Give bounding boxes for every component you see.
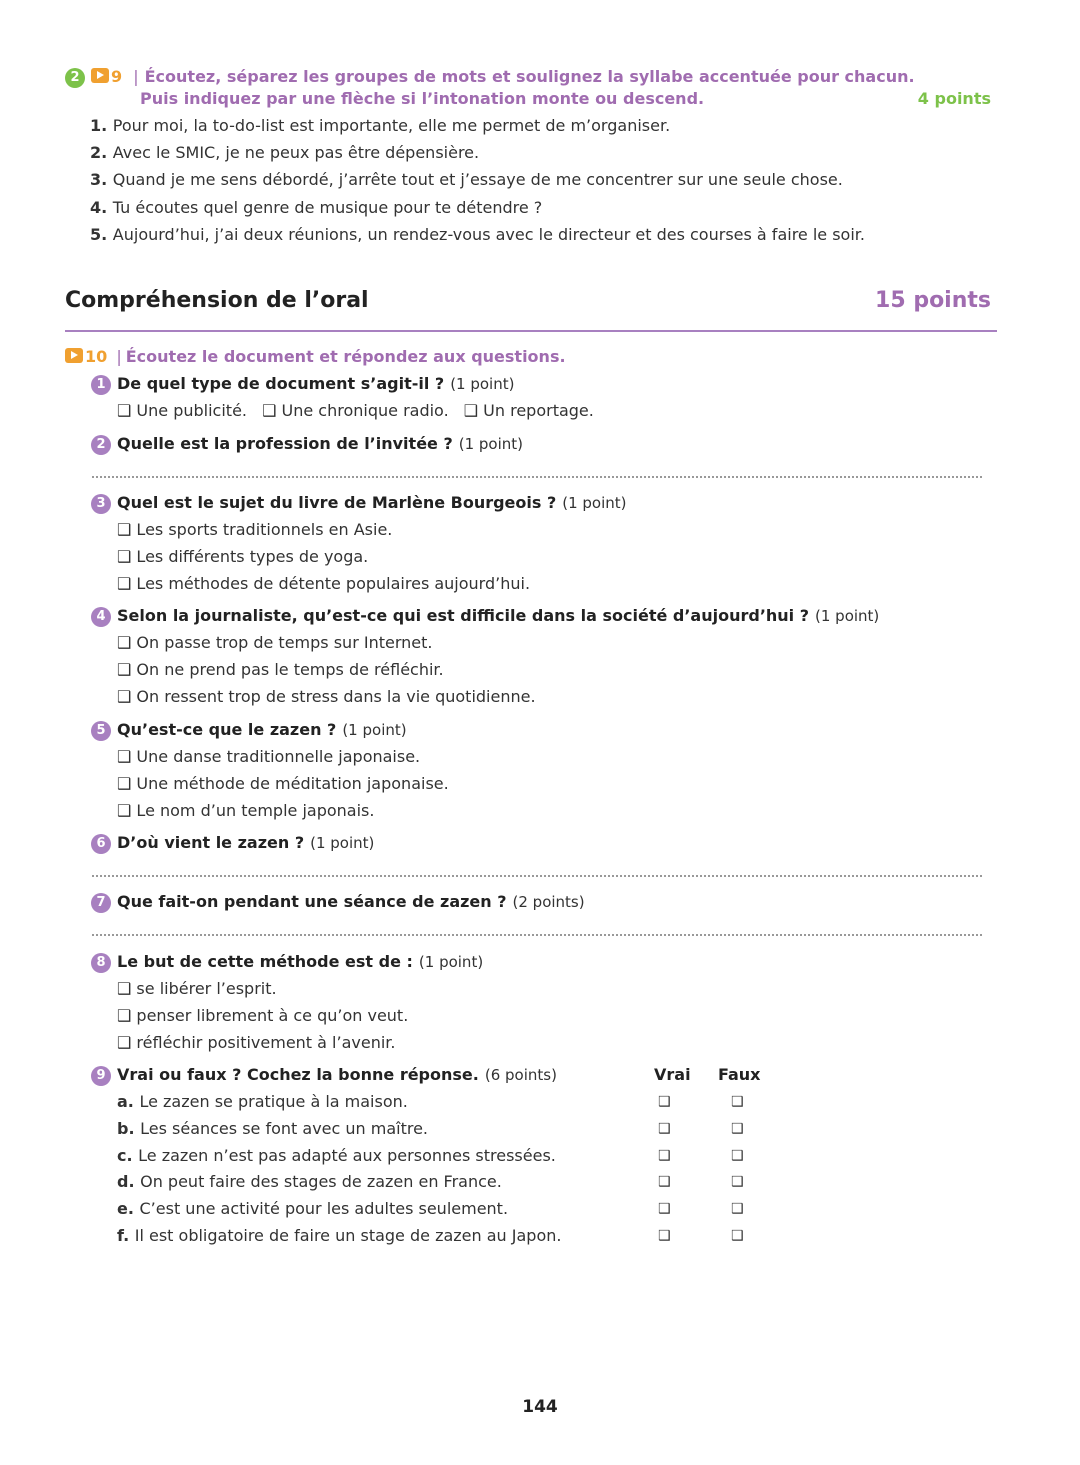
sentence-item xyxy=(90,142,479,164)
column-header-true: Vrai xyxy=(654,1065,691,1084)
item-number: 5. xyxy=(90,224,113,244)
exercise-instruction-2: Puis indiquez par une flèche si l’intonation monte ou descend. xyxy=(140,89,705,108)
answer-line[interactable] xyxy=(92,934,982,936)
item-number: 2. xyxy=(90,143,113,163)
question-points: (1 point) xyxy=(815,607,880,625)
checkbox-option[interactable]: ❑ On ne prend pas le temps de réfléchir. xyxy=(117,660,444,679)
checkbox-option[interactable]: ❑ Le nom d’un temple japonais. xyxy=(117,801,375,820)
statement-text: On peut faire des stages de zazen en France. xyxy=(140,1172,502,1192)
question-text: De quel type de document s’agit-il ? xyxy=(117,374,445,393)
statement-text: Le zazen se pratique à la maison. xyxy=(139,1092,408,1111)
statement-text: Le zazen n’est pas adapté aux personnes stressées. xyxy=(138,1145,556,1165)
true-false-statement xyxy=(117,1171,502,1193)
audio-play-icon xyxy=(91,68,109,83)
question-number-badge: 7 xyxy=(91,893,111,913)
question-number-badge: 1 xyxy=(91,375,111,395)
question-text: Le but de cette méthode est de : xyxy=(117,952,413,971)
item-number: 4. xyxy=(90,197,113,217)
checkbox-option[interactable]: ❑ On passe trop de temps sur Internet. xyxy=(117,633,433,652)
checkbox-true[interactable]: ❑ xyxy=(658,1120,671,1137)
statement-letter: a. xyxy=(117,1092,140,1111)
track-number: 10 xyxy=(85,347,108,366)
checkbox-option[interactable]: ❑ Un reportage. xyxy=(463,401,594,420)
statement-text: Les séances se font avec un maître. xyxy=(140,1118,429,1138)
checkbox-true[interactable]: ❑ xyxy=(658,1147,671,1164)
question-text: D’où vient le zazen ? xyxy=(117,833,305,852)
checkbox-option[interactable]: ❑ Une méthode de méditation japonaise. xyxy=(117,774,449,793)
statement-letter: c. xyxy=(117,1145,139,1165)
page-number: 144 xyxy=(522,1397,558,1417)
item-text: Avec le SMIC, je ne peux pas être dépensière. xyxy=(112,143,480,163)
item-number: 3. xyxy=(90,170,113,190)
exercise-9-header: 2 9 | Écoutez, séparez les groupes de mots et soulignez la syllabe accentuée pour chacun. xyxy=(65,66,915,88)
item-number: 1. xyxy=(90,116,113,135)
exercise-instruction: Écoutez, séparez les groupes de mots et soulignez la syllabe accentuée pour chacun. xyxy=(144,67,915,86)
question xyxy=(91,1064,557,1086)
question-points: (1 point) xyxy=(458,435,524,453)
question xyxy=(91,891,585,913)
activity-number-badge: 2 xyxy=(65,68,85,88)
checkbox-option[interactable]: ❑ réfléchir positivement à l’avenir. xyxy=(117,1033,396,1052)
answer-line[interactable] xyxy=(92,875,982,877)
question-text: Que fait-on pendant une séance de zazen ? xyxy=(117,892,507,911)
exercise-10-header: 10 | Écoutez le document et répondez aux questions. xyxy=(65,346,566,368)
true-false-statement xyxy=(117,1145,556,1167)
checkbox-option[interactable]: ❑ On ressent trop de stress dans la vie quotidienne. xyxy=(117,687,536,706)
question xyxy=(91,492,627,514)
question xyxy=(91,605,879,627)
exercise-instruction: Écoutez le document et répondez aux questions. xyxy=(125,347,566,366)
sentence-item xyxy=(90,169,843,191)
sentence-item xyxy=(90,197,542,219)
checkbox-option[interactable]: ❑ Les sports traditionnels en Asie. xyxy=(117,520,393,539)
question xyxy=(91,951,483,973)
sentence-item xyxy=(90,224,865,246)
sentence-item xyxy=(90,115,670,137)
column-header-false: Faux xyxy=(718,1065,761,1084)
checkbox-true[interactable]: ❑ xyxy=(658,1201,671,1218)
checkbox-option[interactable]: ❑ penser librement à ce qu’on veut. xyxy=(117,1006,409,1025)
checkbox-true[interactable]: ❑ xyxy=(658,1228,671,1244)
question xyxy=(91,373,514,395)
question-number-badge: 3 xyxy=(91,494,111,514)
question-points: (1 point) xyxy=(562,494,627,512)
checkbox-true[interactable]: ❑ xyxy=(658,1094,671,1110)
statement-letter: e. xyxy=(117,1199,140,1219)
question-points: (2 points) xyxy=(512,893,585,911)
question-points: (1 point) xyxy=(450,375,515,393)
question-text: Qu’est-ce que le zazen ? xyxy=(117,720,337,739)
true-false-statement xyxy=(117,1225,561,1247)
checkbox-false[interactable]: ❑ xyxy=(731,1094,744,1110)
question-text: Vrai ou faux ? Cochez la bonne réponse. xyxy=(117,1065,479,1084)
item-text: Pour moi, la to-do-list est importante, elle me permet de m’organiser. xyxy=(112,116,671,135)
checkbox-option[interactable]: ❑ Les différents types de yoga. xyxy=(117,547,369,566)
question-points: (6 points) xyxy=(484,1066,557,1084)
checkbox-option[interactable]: ❑ Les méthodes de détente populaires aujourd’hui. xyxy=(117,574,531,593)
checkbox-option[interactable]: ❑ Une danse traditionnelle japonaise. xyxy=(117,747,421,766)
checkbox-false[interactable]: ❑ xyxy=(731,1201,744,1218)
statement-letter: d. xyxy=(117,1172,141,1192)
question-text: Quel est le sujet du livre de Marlène Bourgeois ? xyxy=(117,493,557,512)
question xyxy=(91,832,374,854)
checkbox-option[interactable]: ❑ Une publicité. xyxy=(117,401,253,420)
question-text: Quelle est la profession de l’invitée ? xyxy=(117,434,453,453)
question-number-badge: 6 xyxy=(91,834,111,854)
question-text: Selon la journaliste, qu’est-ce qui est difficile dans la société d’aujourd’hui ? xyxy=(117,606,810,625)
statement-letter: f. xyxy=(117,1226,135,1245)
question xyxy=(91,433,523,455)
item-text: Tu écoutes quel genre de musique pour te détendre ? xyxy=(112,197,543,217)
statement-text: Il est obligatoire de faire un stage de zazen au Japon. xyxy=(134,1226,562,1245)
audio-play-icon xyxy=(65,348,83,363)
question-points: (1 point) xyxy=(418,953,484,971)
question-points: (1 point) xyxy=(310,834,375,852)
question-number-badge: 2 xyxy=(91,435,111,455)
checkbox-true[interactable]: ❑ xyxy=(658,1174,671,1191)
statement-letter: b. xyxy=(117,1118,141,1138)
item-text: Aujourd’hui, j’ai deux réunions, un rendez-vous avec le directeur et des courses à faire le soir. xyxy=(112,224,865,244)
question-number-badge: 4 xyxy=(91,607,111,627)
question-number-badge: 5 xyxy=(91,721,111,741)
true-false-statement xyxy=(117,1091,408,1113)
item-text: Quand je me sens débordé, j’arrête tout et j’essaye de me concentrer sur une seule chose. xyxy=(112,170,843,190)
question-number-badge: 8 xyxy=(91,953,111,973)
checkbox-false[interactable]: ❑ xyxy=(731,1174,744,1191)
exercise-points: 4 points xyxy=(917,89,991,108)
true-false-statement xyxy=(117,1198,508,1220)
checkbox-false[interactable]: ❑ xyxy=(731,1228,744,1244)
question xyxy=(91,719,407,741)
section-points: 15 points xyxy=(875,288,991,313)
checkbox-false[interactable]: ❑ xyxy=(731,1147,744,1164)
checkbox-option[interactable]: ❑ se libérer l’esprit. xyxy=(117,979,277,998)
options-row xyxy=(117,400,604,422)
section-divider xyxy=(65,330,997,332)
true-false-statement xyxy=(117,1118,428,1140)
section-title: Compréhension de l’oral xyxy=(65,288,369,313)
answer-line[interactable] xyxy=(92,476,982,478)
question-number-badge: 9 xyxy=(91,1066,111,1086)
track-number: 9 xyxy=(111,67,123,86)
statement-text: C’est une activité pour les adultes seulement. xyxy=(139,1199,509,1219)
checkbox-option[interactable]: ❑ Une chronique radio. xyxy=(262,401,454,420)
checkbox-false[interactable]: ❑ xyxy=(731,1120,744,1137)
question-points: (1 point) xyxy=(342,721,407,739)
